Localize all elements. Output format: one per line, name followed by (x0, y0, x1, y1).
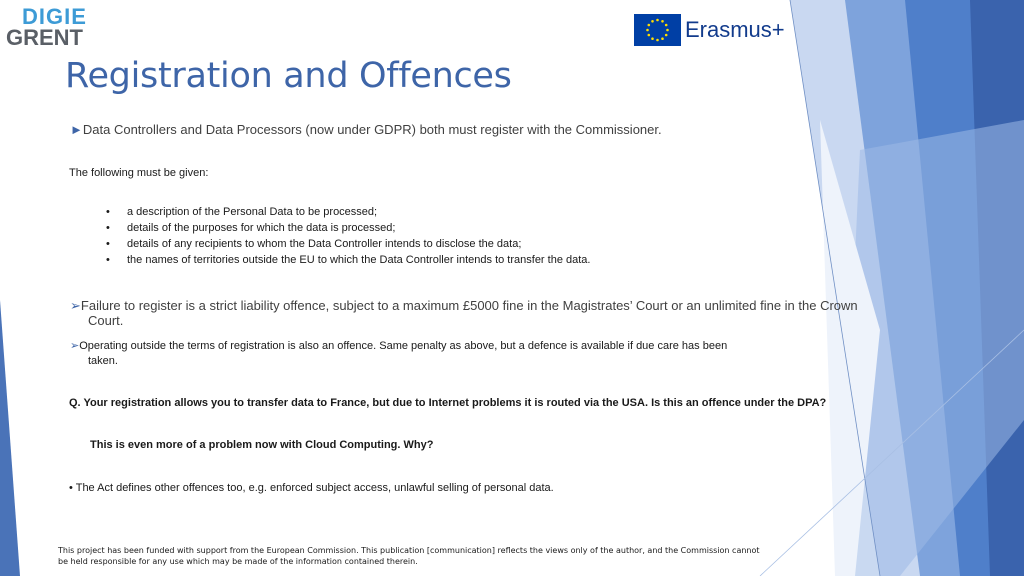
intro-paragraph (70, 122, 662, 137)
digigrent-logo (6, 6, 86, 52)
operating-paragraph (70, 339, 790, 369)
funding-disclaimer (58, 545, 778, 567)
operating-text-continued: taken. (88, 355, 118, 367)
cloud-question: This is even more of a problem now with Cloud Computing. Why? (90, 439, 434, 451)
failure-paragraph (70, 298, 930, 328)
bullet-icon: • (106, 222, 110, 234)
bullet-icon: • (69, 482, 73, 494)
list-item-text: details of any recipients to whom the Data Controller intends to disclose the data; (127, 238, 522, 250)
list-item-text: a description of the Personal Data to be processed; (127, 206, 378, 218)
eu-flag-icon (634, 14, 681, 46)
disclaimer-line1: This project has been funded with support from the European Commission. This publication [communication] reflects the views only of the author, and the Commission cannot (58, 546, 760, 555)
list-item (104, 252, 590, 268)
requirements-list (104, 204, 590, 268)
act-text: The Act defines other offences too, e.g. enforced subject access, unlawful selling of personal data. (75, 482, 554, 494)
list-item (104, 204, 590, 220)
bullet-icon: • (106, 238, 110, 250)
list-item (104, 236, 590, 252)
eu-stars-icon (634, 14, 681, 46)
given-heading: The following must be given: (69, 167, 209, 179)
left-edge-triangle (0, 300, 20, 576)
list-item-text: the names of territories outside the EU to which the Data Controller intends to transfer the data. (127, 254, 591, 266)
chevron-icon: ➢ (70, 340, 80, 352)
failure-text: Failure to register is a strict liability offence, subject to a maximum £5000 fine in the Magistrates’ Court or an unlimited fine in the Crown (80, 298, 858, 313)
erasmus-logo (634, 12, 794, 48)
logo-line2: GRENT (6, 25, 83, 50)
disclaimer-line2: be held responsible for any use which may be made of the information contained therein. (58, 557, 418, 566)
list-item (104, 220, 590, 236)
act-paragraph (69, 482, 554, 494)
bullet-icon: • (106, 206, 110, 218)
failure-text-continued: Court. (88, 313, 124, 328)
chevron-icon: ➢ (70, 298, 81, 313)
logo-line1: DIGIE (22, 4, 87, 29)
operating-text: Operating outside the terms of registration is also an offence. Same penalty as above, but a defence is available if due care has been (79, 340, 728, 352)
bullet-icon: • (106, 254, 110, 266)
erasmus-label: Erasmus+ (685, 17, 785, 42)
intro-text: Data Controllers and Data Processors (now under GDPR) both must register with the Commissioner. (82, 122, 662, 137)
arrow-icon: ► (70, 122, 83, 137)
list-item-text: details of the purposes for which the data is processed; (127, 222, 396, 234)
slide-title: Registration and Offences (65, 56, 512, 96)
question-paragraph: Q. Your registration allows you to transfer data to France, but due to Internet problems it is routed via the USA. Is this an offence under the DPA? (69, 397, 827, 409)
